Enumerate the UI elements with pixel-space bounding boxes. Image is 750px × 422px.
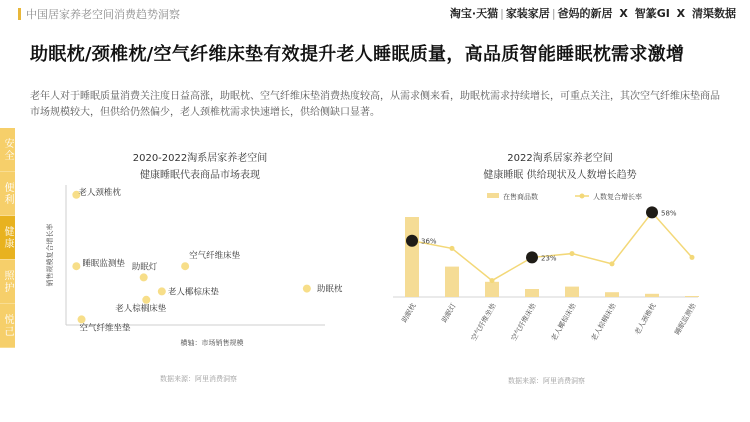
growth-point bbox=[526, 251, 538, 263]
growth-point bbox=[646, 206, 658, 218]
brand-jiazhuang: 家装家居 bbox=[505, 7, 550, 20]
combo-chart bbox=[388, 145, 733, 390]
side-tab-health[interactable]: 健康 bbox=[0, 216, 15, 260]
side-tabs bbox=[0, 128, 20, 348]
combo-subtitle: 健康睡眠 供给现状及人数增长趋势 bbox=[483, 170, 637, 181]
bar-in-stock bbox=[605, 292, 619, 297]
legend-line-label: 人数复合增长率 bbox=[593, 193, 642, 201]
brand-zhizhuan: 智篆GI bbox=[634, 7, 670, 20]
category-label: 助眠灯 bbox=[440, 302, 458, 325]
bar-in-stock bbox=[405, 217, 419, 297]
growth-point bbox=[690, 255, 695, 260]
scatter-point bbox=[158, 287, 166, 295]
scatter-point bbox=[72, 262, 80, 270]
bar-in-stock bbox=[445, 267, 459, 297]
bar-in-stock bbox=[565, 287, 579, 297]
scatter-point-label: 老人棕榈床垫 bbox=[115, 303, 167, 314]
x-mark-1: X bbox=[619, 7, 628, 20]
side-tab-safety[interactable]: 安全 bbox=[0, 128, 15, 172]
scatter-title: 2020-2022淘系居家养老空间 bbox=[132, 153, 268, 164]
category-label: 老人椰棕床垫 bbox=[549, 302, 578, 343]
description-text: 老年人对于睡眠质量消费关注度日益高涨，助眠枕、空气纤维床垫消费热度较高，从需求侧来看，助眠枕需求持续增长，可重点关注，其次空气纤维床垫商品市场规模较大，但供给仍然偏少，老人颈椎枕需求快速增长，供给侧缺口显著。 bbox=[30, 91, 720, 118]
brand-bama: 爸妈的新居 bbox=[557, 7, 613, 20]
scatter-point-label: 助眠枕 bbox=[316, 284, 343, 295]
growth-point bbox=[406, 235, 418, 247]
combo-source: 数据来源：阿里消费洞察 bbox=[508, 377, 585, 385]
scatter-point bbox=[181, 262, 189, 270]
legend-bar-swatch bbox=[487, 193, 499, 198]
scatter-x-label: 横轴：市场销售规模 bbox=[180, 339, 244, 347]
bar-in-stock bbox=[685, 296, 699, 297]
growth-point bbox=[570, 251, 575, 256]
brand-qingqu: 清渠数据 bbox=[692, 7, 736, 20]
scatter-point-label: 助眠灯 bbox=[131, 262, 158, 273]
scatter-point bbox=[142, 296, 150, 304]
scatter-point bbox=[303, 285, 311, 293]
legend-bar-label: 在售商品数 bbox=[503, 193, 538, 201]
growth-annotation: 23% bbox=[541, 254, 557, 263]
growth-point bbox=[490, 278, 495, 283]
scatter-point bbox=[78, 315, 86, 323]
brand-taobao-tmall: 淘宝·天猫 bbox=[449, 7, 499, 20]
side-tab-joy[interactable]: 悦己 bbox=[0, 304, 15, 348]
combo-title: 2022淘系居家养老空间 bbox=[507, 153, 613, 164]
top-bar bbox=[0, 0, 750, 26]
scatter-chart bbox=[40, 145, 375, 390]
side-tab-convenience[interactable]: 便利 bbox=[0, 172, 15, 216]
combo-legend bbox=[487, 192, 642, 201]
title-accent-bar bbox=[18, 8, 21, 20]
scatter-y-label: 销售规模复合增长率 bbox=[46, 223, 54, 287]
growth-point bbox=[450, 246, 455, 251]
side-tab-care[interactable]: 照护 bbox=[0, 260, 15, 304]
x-mark-2: X bbox=[676, 7, 686, 20]
growth-point bbox=[610, 261, 615, 266]
category-label: 助眠枕 bbox=[400, 302, 418, 325]
scatter-point-label: 空气纤维坐垫 bbox=[79, 323, 131, 334]
category-label: 空气纤维坐垫 bbox=[469, 302, 498, 343]
legend-line-marker bbox=[580, 194, 585, 199]
category-label: 老人颈椎枕 bbox=[633, 302, 658, 337]
category-label: 老人棕榈床垫 bbox=[589, 302, 618, 343]
page-title: 助眠枕/颈椎枕/空气纤维床垫有效提升老人睡眠质量，高品质智能睡眠枕需求激增 bbox=[30, 44, 685, 65]
category-label: 空气纤维床垫 bbox=[509, 302, 538, 343]
scatter-point-label: 老人椰棕床垫 bbox=[167, 287, 219, 298]
bar-in-stock bbox=[525, 289, 539, 297]
bar-in-stock bbox=[485, 282, 499, 297]
brand-logos: 淘宝·天猫 | 家装家居 | 爸妈的新居 X 智篆GI X 清渠数据 bbox=[449, 7, 736, 20]
growth-annotation: 36% bbox=[421, 237, 437, 246]
scatter-point-label: 睡眠监测垫 bbox=[82, 259, 125, 270]
scatter-source: 数据来源：阿里消费洞察 bbox=[160, 375, 237, 383]
scatter-point bbox=[140, 273, 148, 281]
scatter-point-label: 空气纤维床垫 bbox=[189, 251, 241, 262]
report-title: 中国居家养老空间消费趋势洞察 bbox=[26, 8, 180, 21]
growth-annotation: 58% bbox=[661, 209, 677, 218]
scatter-subtitle: 健康睡眠代表商品市场表现 bbox=[140, 170, 260, 181]
bar-in-stock bbox=[645, 294, 659, 297]
scatter-point-label: 老人颈椎枕 bbox=[78, 187, 121, 198]
category-label: 睡眠监测垫 bbox=[673, 302, 698, 337]
